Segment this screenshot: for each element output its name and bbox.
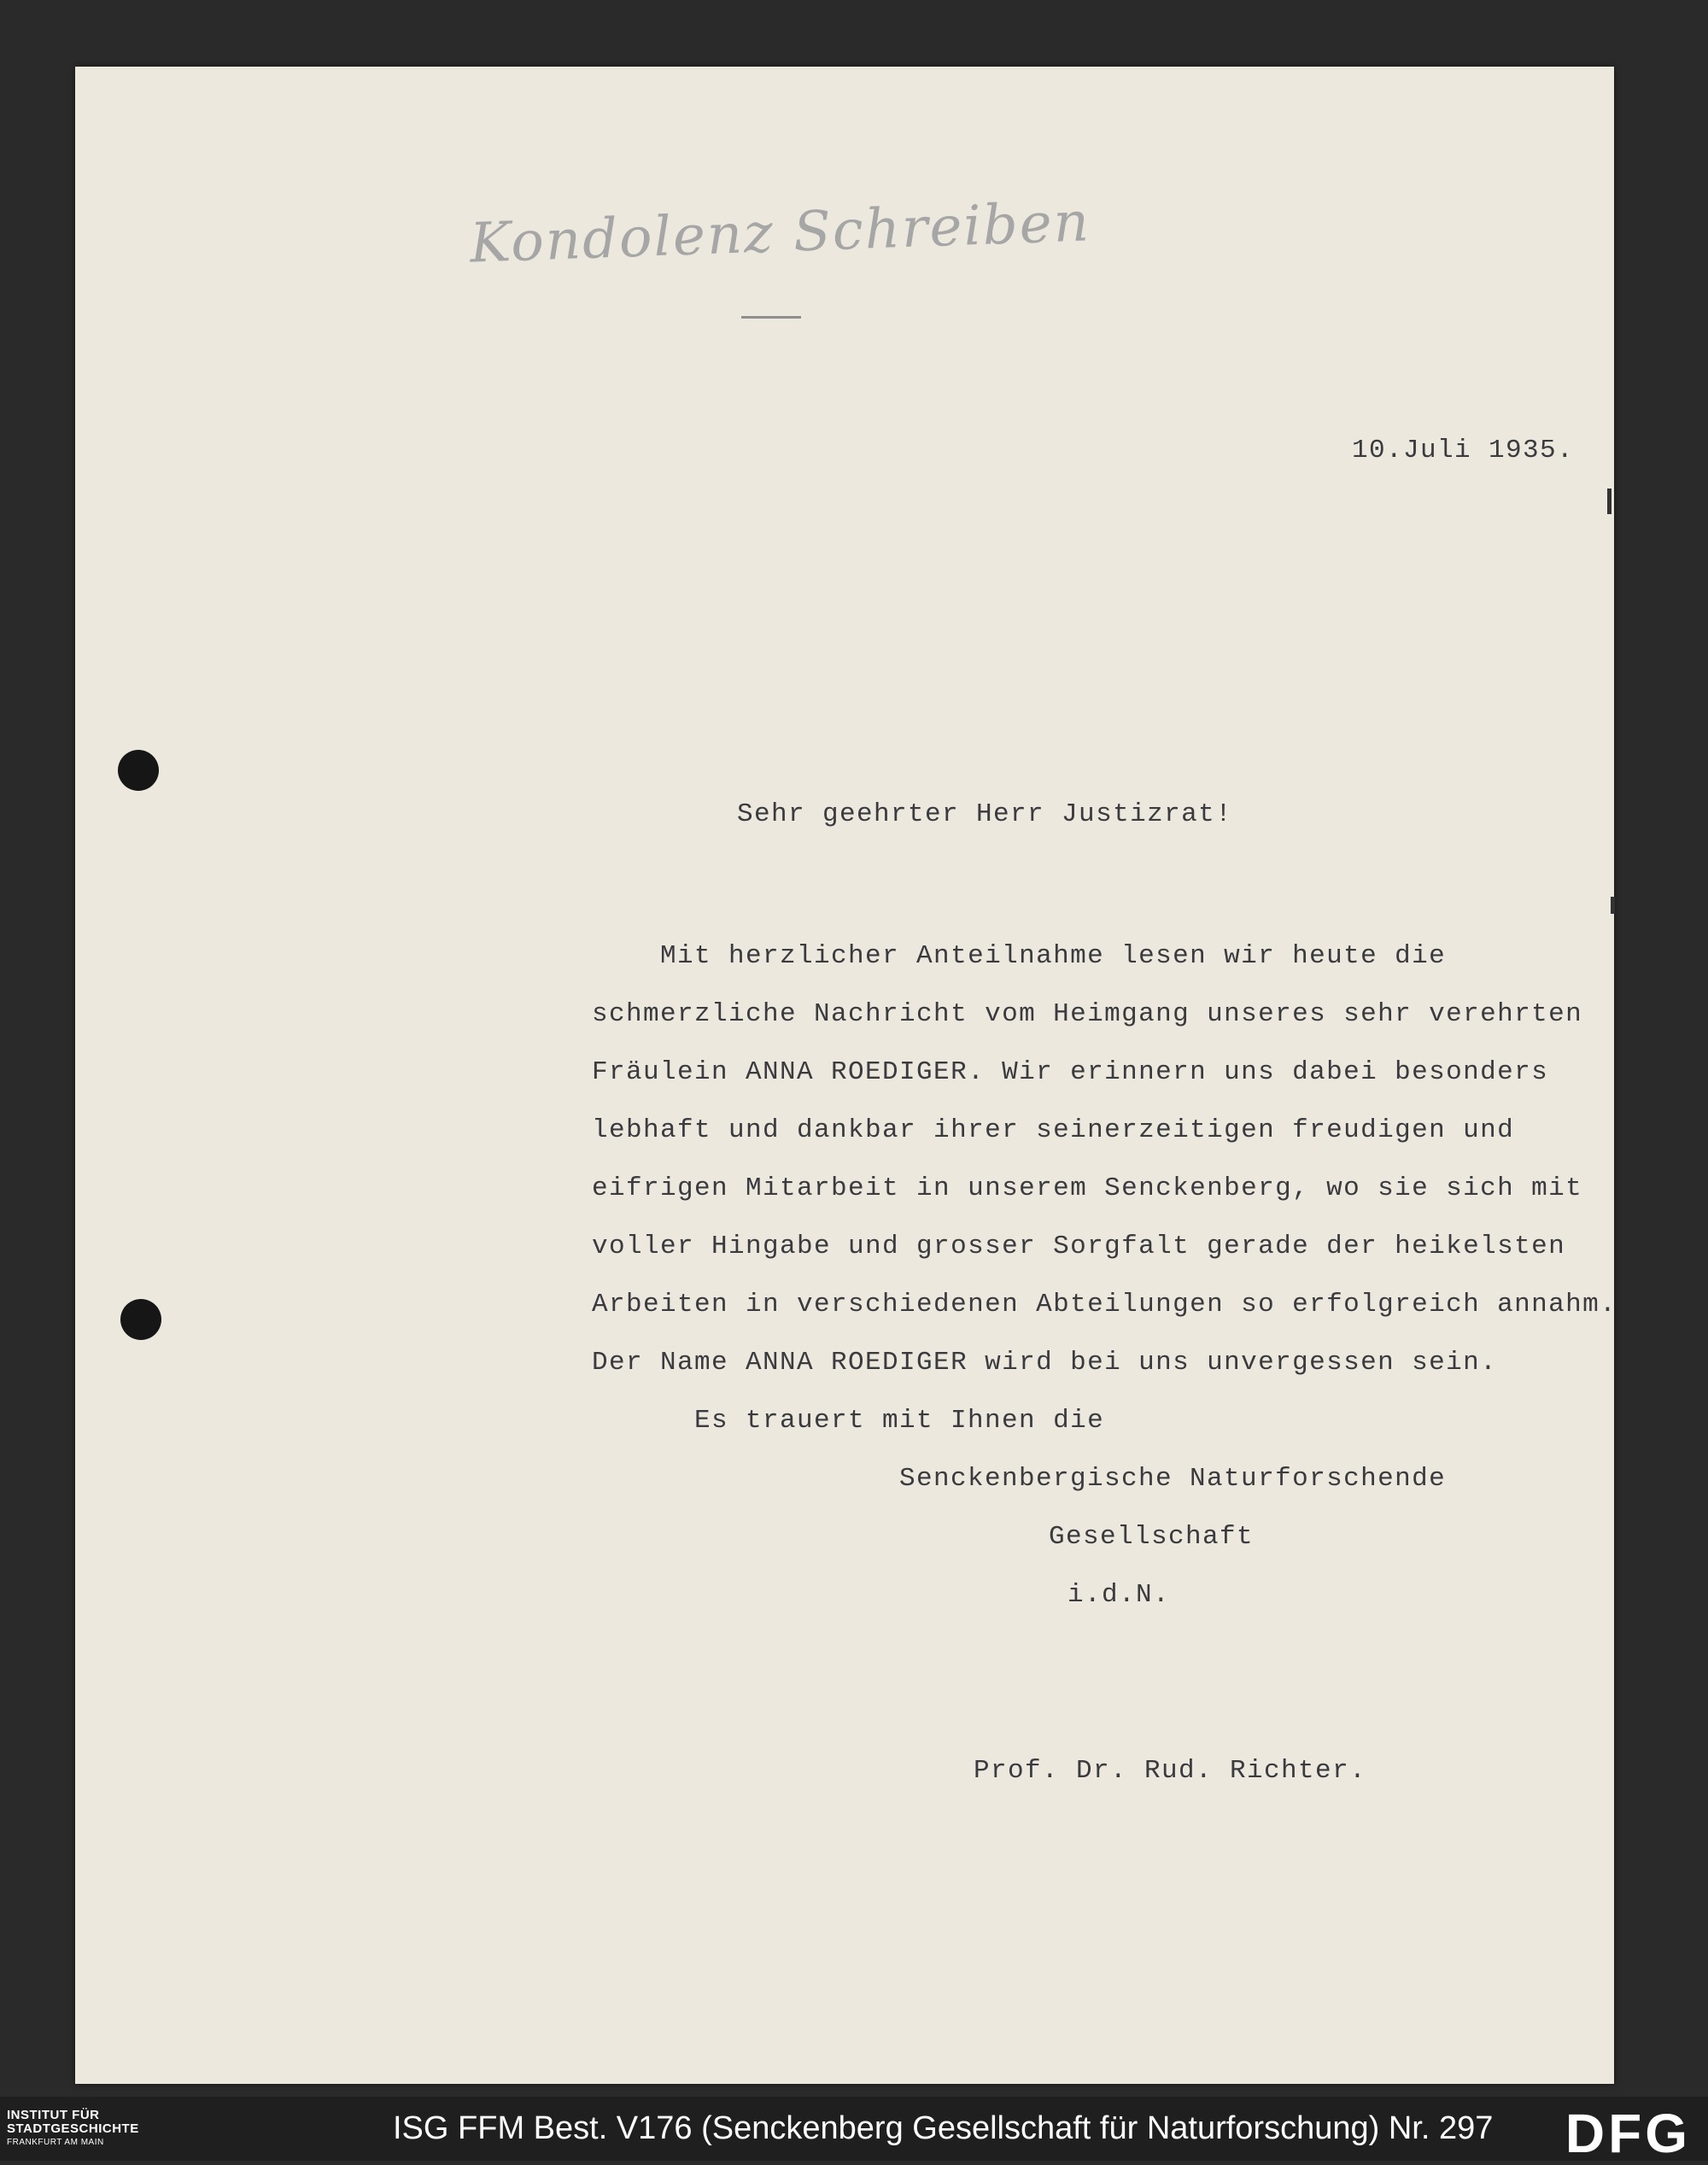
letter-date: 10.Juli 1935. xyxy=(1352,436,1575,465)
logo-line-2: STADTGESCHICHTE xyxy=(7,2121,139,2136)
letter-page xyxy=(75,67,1617,2084)
archive-reference: ISG FFM Best. V176 (Senckenberg Gesellschaft für Naturforschung) Nr. 297 xyxy=(393,2110,1494,2146)
body-line-6: voller Hingabe und grosser Sorgfalt gerade der heikelsten xyxy=(592,1232,1566,1261)
logo-line-3: FRANKFURT AM MAIN xyxy=(7,2138,104,2147)
body-line-4: lebhaft und dankbar ihrer seinerzeitigen freudigen und xyxy=(592,1115,1515,1145)
organization-line-1: Senckenbergische Naturforschende xyxy=(899,1464,1447,1494)
body-line-2: schmerzliche Nachricht vom Heimgang unseres sehr verehrten xyxy=(592,999,1583,1029)
body-line-7: Arbeiten in verschiedenen Abteilungen so erfolgreich annahm. xyxy=(592,1290,1617,1319)
pencil-dash xyxy=(741,316,801,319)
organization-line-3: i.d.N. xyxy=(1068,1580,1171,1610)
page-edge-mark xyxy=(1607,489,1611,514)
handwritten-annotation: Kondolenz Schreiben xyxy=(468,190,1091,276)
body-line-8: Der Name ANNA ROEDIGER wird bei uns unvergessen sein. xyxy=(592,1348,1498,1378)
punch-hole-top xyxy=(118,750,159,791)
letter-salutation: Sehr geehrter Herr Justizrat! xyxy=(737,799,1233,829)
body-line-5: eifrigen Mitarbeit in unserem Senckenberg, wo sie sich mit xyxy=(592,1173,1583,1203)
signature-name: Prof. Dr. Rud. Richter. xyxy=(974,1756,1367,1786)
closing-line: Es trauert mit Ihnen die xyxy=(694,1406,1105,1436)
punch-hole-bottom xyxy=(120,1299,161,1340)
body-line-3: Fräulein ANNA ROEDIGER. Wir erinnern uns dabei besonders xyxy=(592,1057,1549,1087)
logo-line-1: INSTITUT FÜR xyxy=(7,2108,100,2122)
archive-footer xyxy=(0,2097,1708,2164)
page-edge-mark-lower xyxy=(1611,897,1615,914)
organization-line-2: Gesellschaft xyxy=(1049,1522,1255,1552)
institute-logo xyxy=(7,2109,178,2150)
dfg-logo: DFG xyxy=(1565,2103,1691,2164)
body-line-1: Mit herzlicher Anteilnahme lesen wir heute die xyxy=(592,941,1447,971)
